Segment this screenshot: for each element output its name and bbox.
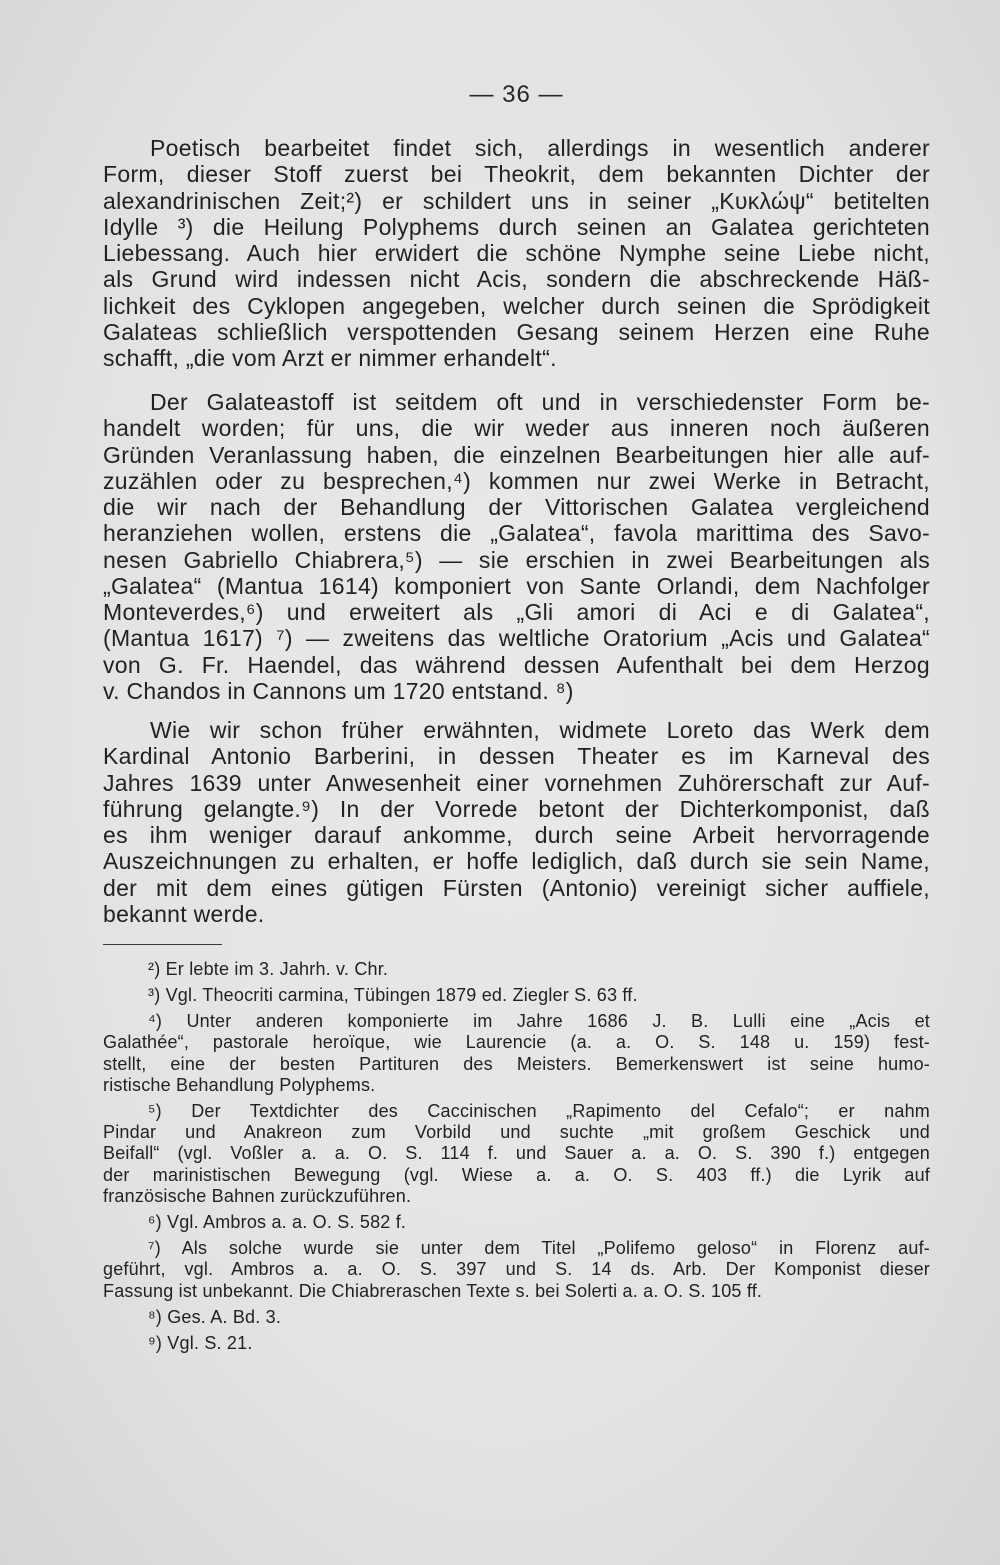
footnote-line: ⁶) Vgl. Ambros a. a. O. S. 582 f. xyxy=(148,1212,407,1233)
text-line: von G. Fr. Haendel, das während dessen Aufenthalt bei dem Herzog xyxy=(103,651,930,678)
text-line: Wie wir schon früher erwähnten, widmete Loreto das Werk dem xyxy=(150,717,930,743)
footnote xyxy=(103,1101,930,1207)
text-line: handelt worden; für uns, die wir weder aus inneren noch äußeren xyxy=(103,415,930,442)
text-line: bekannt werde. xyxy=(103,900,265,927)
text-line: Jahres 1639 unter Anwesenheit einer vornehmen Zuhörerschaft zur Auf- xyxy=(103,769,930,796)
footnote xyxy=(103,1212,930,1233)
text-line: es ihm weniger darauf ankomme, durch seine Arbeit hervorragende xyxy=(103,822,930,848)
footnote-line: ⁷) Als solche wurde sie unter dem Titel „Polifemo geloso“ in Florenz auf- xyxy=(148,1238,930,1258)
footnote-line: Fassung ist unbekannt. Die Chiabreraschen Texte s. bei Solerti a. a. O. S. 105 ff. xyxy=(103,1280,763,1301)
footnote-line: Beifall“ (vgl. Voßler a. a. O. S. 114 f. und Sauer a. a. O. S. 390 f.) entgegen xyxy=(103,1143,930,1164)
text-line: Poetisch bearbeitet findet sich, allerdings in wesentlich anderer xyxy=(150,135,930,161)
text-line: Kardinal Antonio Barberini, in dessen Theater es im Karneval des xyxy=(103,743,930,770)
text-line: zuzählen oder zu besprechen,⁴) kommen nur zwei Werke in Betracht, xyxy=(103,467,930,494)
footnote-line: Galathée“, pastorale heroïque, wie Laurencie (a. a. O. S. 148 u. 159) fest- xyxy=(103,1032,930,1053)
text-line: schafft, „die vom Arzt er nimmer erhandelt“. xyxy=(103,345,557,371)
text-line: der mit dem eines gütigen Fürsten (Antonio) vereinigt sicher auffiele, xyxy=(103,874,930,901)
paragraph xyxy=(103,135,930,371)
footnote-line: der marinistischen Bewegung (vgl. Wiese a. a. O. S. 403 ff.) die Lyrik auf xyxy=(103,1164,930,1185)
text-line: als Grund wird indessen nicht Acis, sondern die abschreckende Häß- xyxy=(103,266,930,293)
page-number: — 36 — xyxy=(469,81,564,108)
text-line: alexandrinischen Zeit;²) er schildert uns in seiner „Κυκλώψ“ betitelten xyxy=(103,187,930,214)
text-line: (Mantua 1617) ⁷) — zweitens das weltliche Oratorium „Acis und Galatea“ xyxy=(103,625,930,652)
text-line: Auszeichnungen zu erhalten, er hoffe lediglich, daß durch sie sein Name, xyxy=(103,848,930,875)
footnote-line: stellt, eine der besten Partituren des Meisters. Bemerkenswert ist seine humo- xyxy=(103,1053,930,1074)
text-line: „Galatea“ (Mantua 1614) komponiert von Sante Orlandi, dem Nachfolger xyxy=(103,572,930,599)
footnote-line: ⁴) Unter anderen komponierte im Jahre 1686 J. B. Lulli eine „Acis et xyxy=(148,1010,930,1031)
text-line: die wir nach der Behandlung der Vittorischen Galatea vergleichend xyxy=(103,494,930,520)
footnote-rule xyxy=(103,944,222,945)
footnote-line: ³) Vgl. Theocriti carmina, Tübingen 1879 ed. Ziegler S. 63 ff. xyxy=(148,984,638,1005)
footnote-line: Pindar und Anakreon zum Vorbild und suchte „mit großem Geschick und xyxy=(103,1122,930,1143)
text-line: nesen Gabriello Chiabrera,⁵) — sie erschien in zwei Bearbeitungen als xyxy=(103,546,930,573)
text-line: führung gelangte.⁹) In der Vorrede betont der Dichterkomponist, daß xyxy=(103,795,930,822)
text-line: Liebessang. Auch hier erwidert die schöne Nymphe seine Liebe nicht, xyxy=(103,240,930,266)
text-line: Gründen Veranlassung haben, die einzelnen Bearbeitungen hier alle auf- xyxy=(103,441,930,468)
text-line: Galateas schließlich verspottenden Gesang seinem Herzen eine Ruhe xyxy=(103,318,930,345)
text-line: v. Chandos in Cannons um 1720 entstand. ⁸) xyxy=(103,677,574,704)
text-line: heranziehen wollen, erstens die „Galatea“, favola marittima des Savo- xyxy=(103,520,930,547)
footnote-line: ⁹) Vgl. S. 21. xyxy=(148,1332,253,1353)
footnote-line: ristische Behandlung Polyphems. xyxy=(103,1074,376,1095)
footnotes xyxy=(103,959,930,1359)
footnote-line: ²) Er lebte im 3. Jahrh. v. Chr. xyxy=(148,959,389,979)
footnote xyxy=(103,985,930,1006)
footnote-line: ⁸) Ges. A. Bd. 3. xyxy=(148,1306,282,1327)
text-line: Der Galateastoff ist seitdem oft und in verschiedenster Form be- xyxy=(150,389,930,415)
footnote xyxy=(103,1011,930,1096)
paragraph xyxy=(103,389,930,704)
text-line: Monteverdes,⁶) und erweitert als „Gli amori di Aci e di Galatea“, xyxy=(103,599,930,625)
footnote xyxy=(103,1307,930,1328)
footnote xyxy=(103,1333,930,1354)
footnote-line: ⁵) Der Textdichter des Caccinischen „Rapimento del Cefalo“; er nahm xyxy=(148,1100,930,1121)
paragraph xyxy=(103,717,930,927)
footnote-line: französische Bahnen zurückzuführen. xyxy=(103,1186,412,1207)
footnote xyxy=(103,1238,930,1302)
text-line: lichkeit des Cyklopen angegeben, welcher durch seinen die Sprödigkeit xyxy=(103,292,930,319)
body-text xyxy=(103,0,930,940)
footnote-line: geführt, vgl. Ambros a. a. O. S. 397 und S. 14 ds. Arb. Der Komponist dieser xyxy=(103,1259,930,1280)
text-line: Idylle ³) die Heilung Polyphems durch seinen an Galatea gerichteten xyxy=(103,213,930,240)
footnote xyxy=(103,959,930,980)
text-line: Form, dieser Stoff zuerst bei Theokrit, dem bekannten Dichter der xyxy=(103,161,930,188)
